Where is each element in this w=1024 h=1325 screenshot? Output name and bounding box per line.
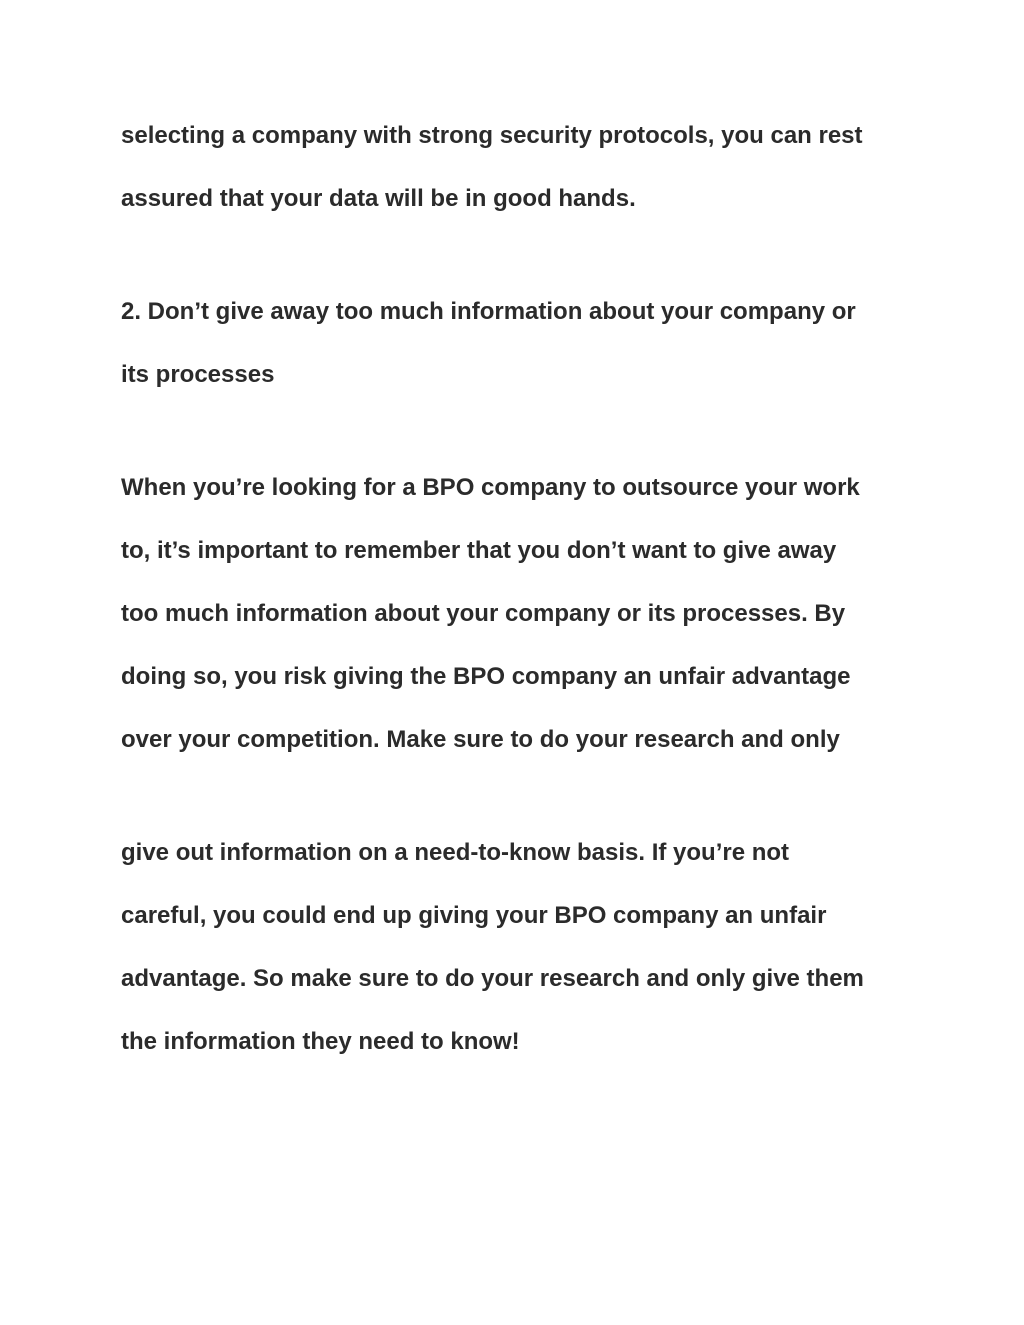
section-heading-line: 2. Don’t give away too much information about your company or (121, 298, 856, 325)
body-text-line: to, it’s important to remember that you don’t want to give away (121, 537, 837, 564)
body-text-line: assured that your data will be in good hands. (121, 185, 636, 212)
body-text-line: advantage. So make sure to do your research and only give them (121, 965, 864, 992)
body-text-line: selecting a company with strong security protocols, you can rest (121, 122, 863, 149)
body-text-line: too much information about your company or its processes. By (121, 600, 846, 627)
body-text-line: careful, you could end up giving your BPO company an unfair (121, 902, 827, 929)
body-text-line: over your competition. Make sure to do your research and only (121, 726, 840, 753)
section-heading-line: its processes (121, 361, 275, 388)
body-text-line: doing so, you risk giving the BPO company an unfair advantage (121, 663, 851, 690)
body-text-line: When you’re looking for a BPO company to outsource your work (121, 474, 860, 501)
body-text-line: give out information on a need-to-know basis. If you’re not (121, 839, 790, 866)
body-text-line: the information they need to know! (121, 1028, 520, 1055)
